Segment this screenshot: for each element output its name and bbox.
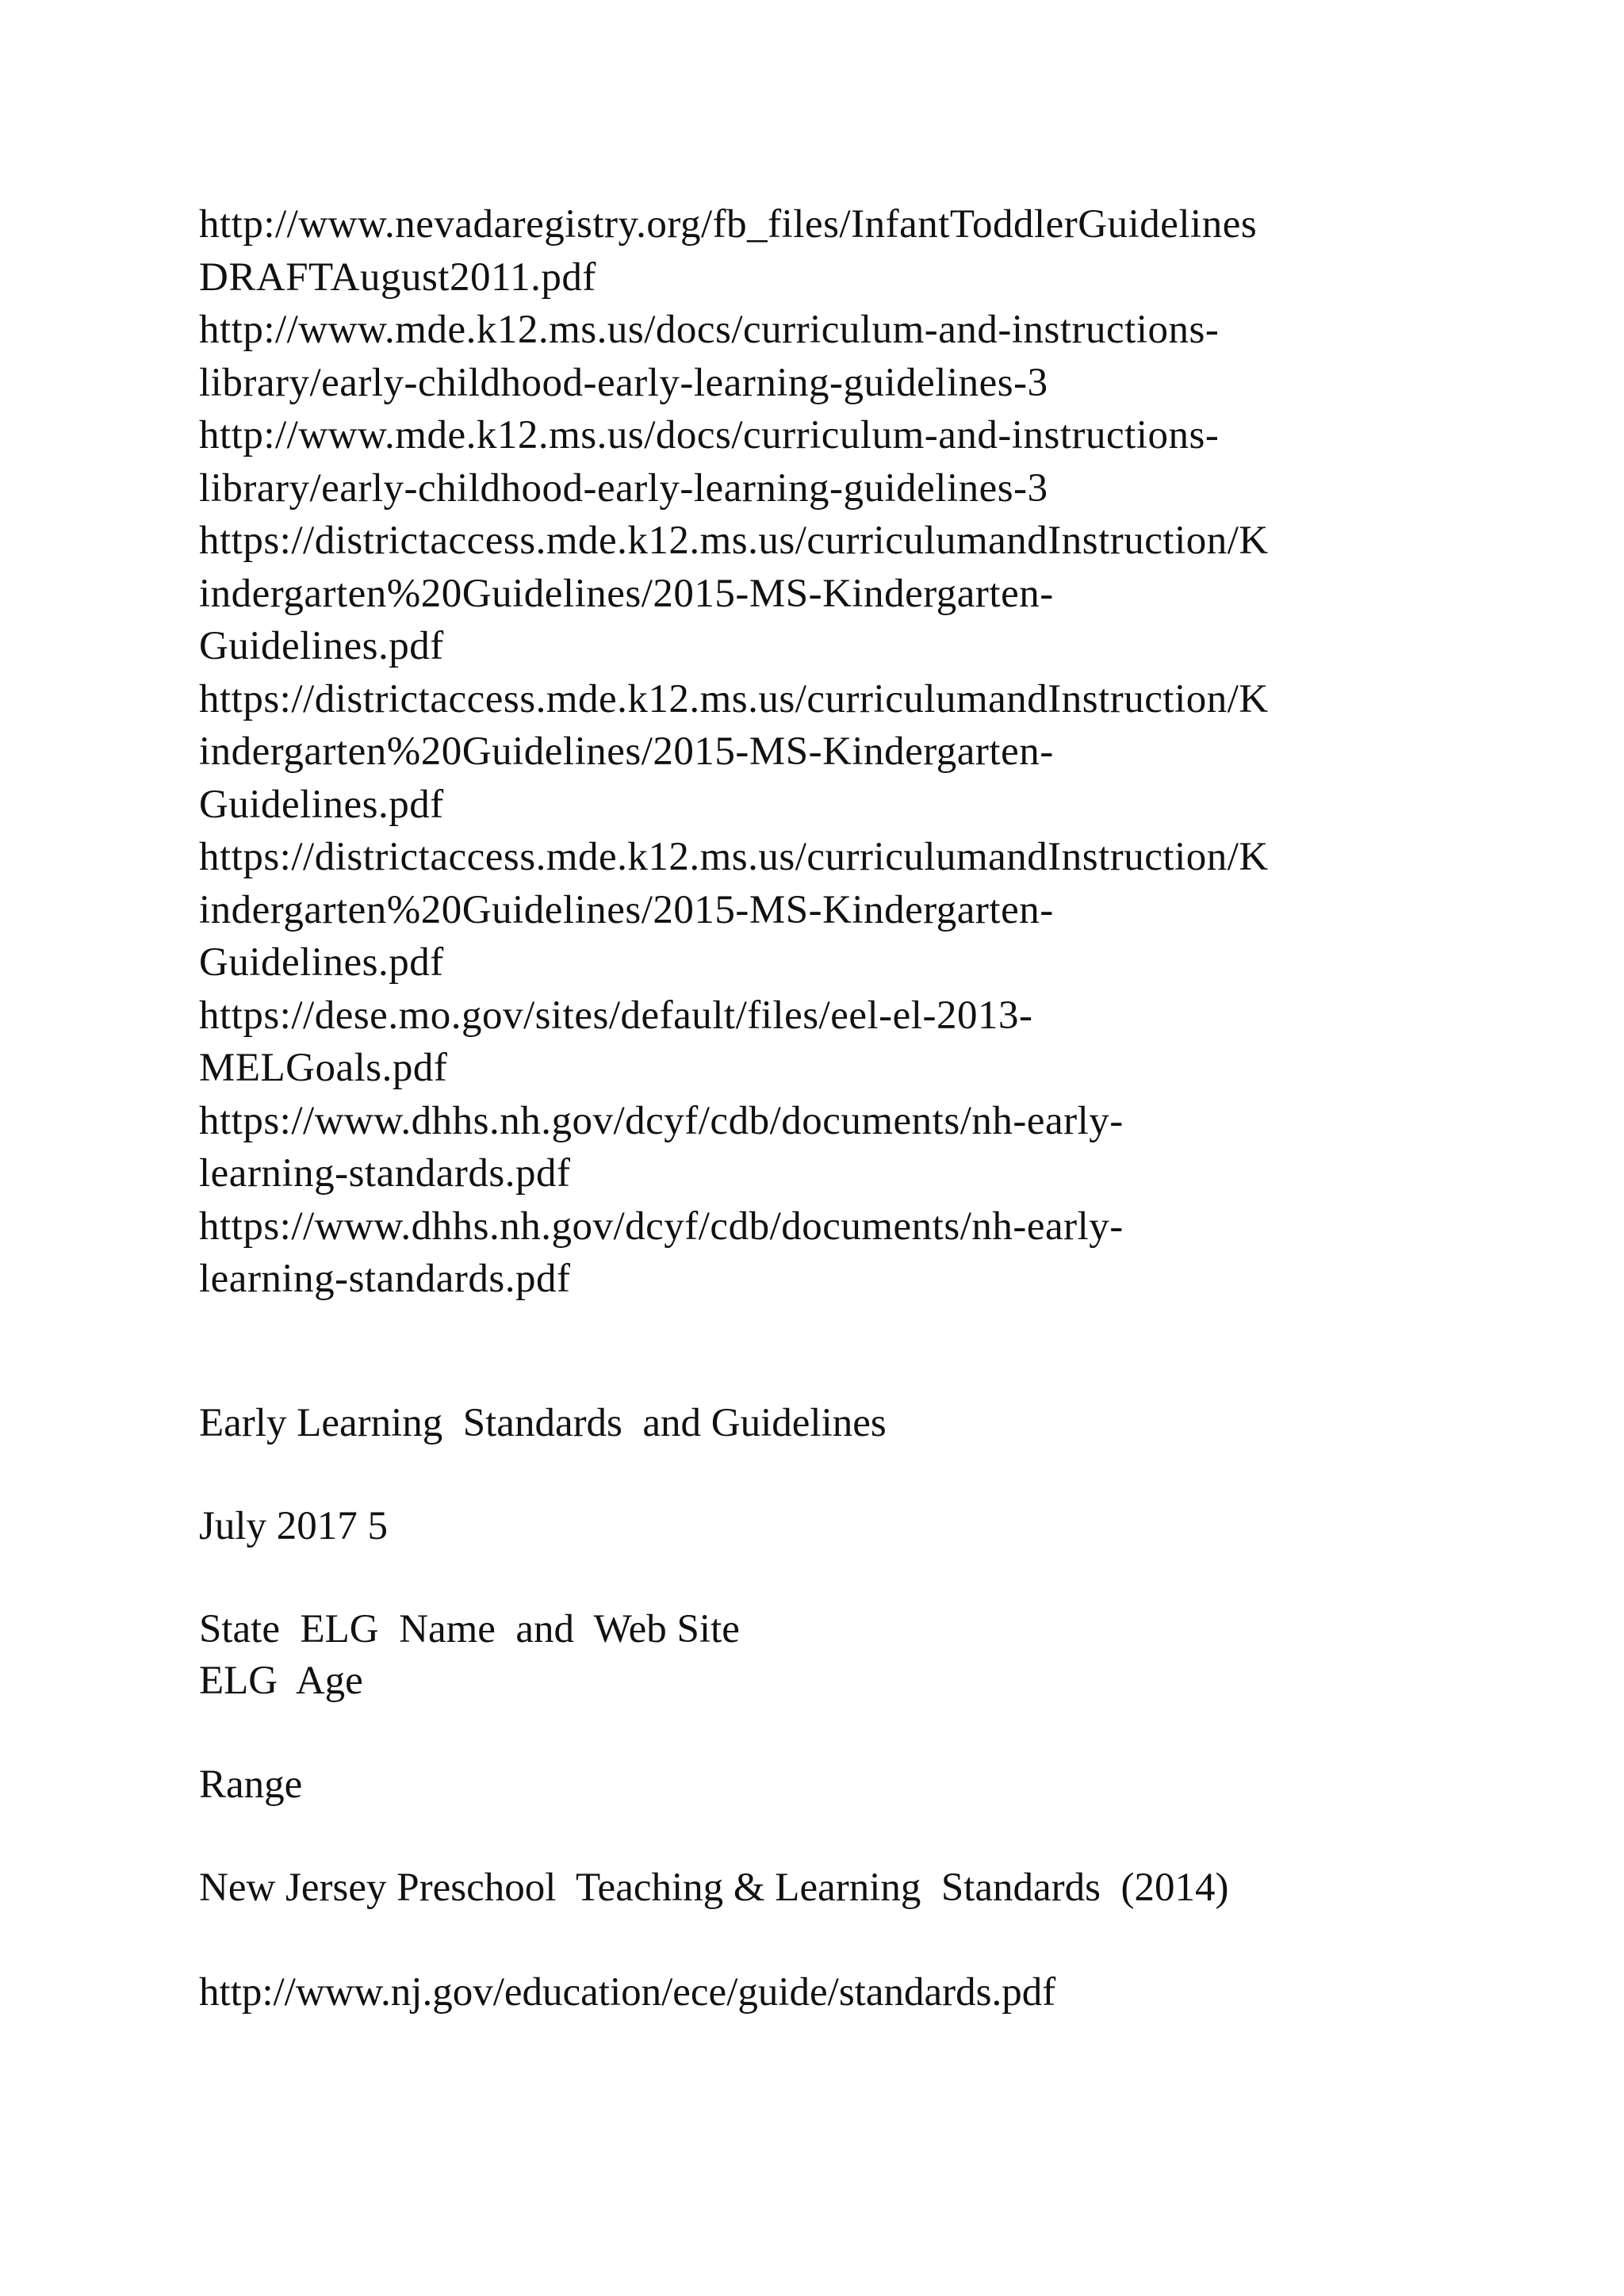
url-line[interactable]: http://www.nevadaregistry.org/fb_files/InfantToddlerGuidelines [199, 202, 1258, 247]
url-line[interactable]: MELGoals.pdf [199, 1046, 448, 1090]
url-line[interactable]: indergarten%20Guidelines/2015-MS-Kindergarten- [199, 571, 1054, 616]
url-entry[interactable] [199, 409, 1269, 515]
url-list [199, 198, 1269, 1306]
url-entry[interactable] [199, 304, 1269, 409]
url-line[interactable]: Guidelines.pdf [199, 624, 444, 668]
table-column-header-range: Range [199, 1762, 303, 1807]
url-line[interactable]: http://www.mde.k12.ms.us/docs/curriculum-and-instructions- [199, 413, 1220, 457]
url-line[interactable]: DRAFTAugust2011.pdf [199, 254, 596, 300]
section-title: Early Learning Standards and Guidelines [199, 1401, 887, 1445]
url-line[interactable]: Guidelines.pdf [199, 782, 444, 827]
url-line[interactable]: https://districtaccess.mde.k12.ms.us/curriculumandInstruction/K [199, 519, 1269, 563]
url-line[interactable]: library/early-childhood-early-learning-guidelines-3 [199, 465, 1048, 511]
url-line[interactable]: indergarten%20Guidelines/2015-MS-Kindergarten- [199, 729, 1054, 774]
document-date: July 2017 5 [199, 1504, 389, 1548]
table-column-header-age: ELG Age [199, 1659, 363, 1703]
url-entry[interactable] [199, 1200, 1269, 1306]
url-line[interactable]: https://districtaccess.mde.k12.ms.us/curriculumandInstruction/K [199, 835, 1269, 879]
url-entry[interactable] [199, 1095, 1269, 1200]
url-entry[interactable] [199, 515, 1269, 673]
url-entry[interactable] [199, 198, 1269, 304]
table-column-header-name: State ELG Name and Web Site [199, 1607, 740, 1651]
url-line[interactable]: https://dese.mo.gov/sites/default/files/eel-el-2013- [199, 993, 1033, 1038]
url-line[interactable]: learning-standards.pdf [199, 1151, 571, 1196]
url-line[interactable]: library/early-childhood-early-learning-guidelines-3 [199, 360, 1048, 405]
url-line[interactable]: https://www.dhhs.nh.gov/dcyf/cdb/documents/nh-early- [199, 1203, 1124, 1249]
url-entry[interactable] [199, 831, 1269, 989]
url-line[interactable]: https://www.dhhs.nh.gov/dcyf/cdb/documents/nh-early- [199, 1098, 1124, 1143]
url-entry[interactable] [199, 673, 1269, 832]
url-line[interactable]: learning-standards.pdf [199, 1257, 571, 1301]
url-line[interactable]: https://districtaccess.mde.k12.ms.us/curriculumandInstruction/K [199, 676, 1269, 721]
table-row-state-name: New Jersey Preschool Teaching & Learning Standards (2014) [199, 1866, 1229, 1910]
url-entry[interactable] [199, 989, 1269, 1095]
table-row-url[interactable]: http://www.nj.gov/education/ece/guide/standards.pdf [199, 1970, 1056, 2015]
url-line[interactable]: http://www.mde.k12.ms.us/docs/curriculum-and-instructions- [199, 308, 1220, 352]
url-line[interactable]: indergarten%20Guidelines/2015-MS-Kindergarten- [199, 887, 1054, 932]
url-line[interactable]: Guidelines.pdf [199, 940, 444, 985]
